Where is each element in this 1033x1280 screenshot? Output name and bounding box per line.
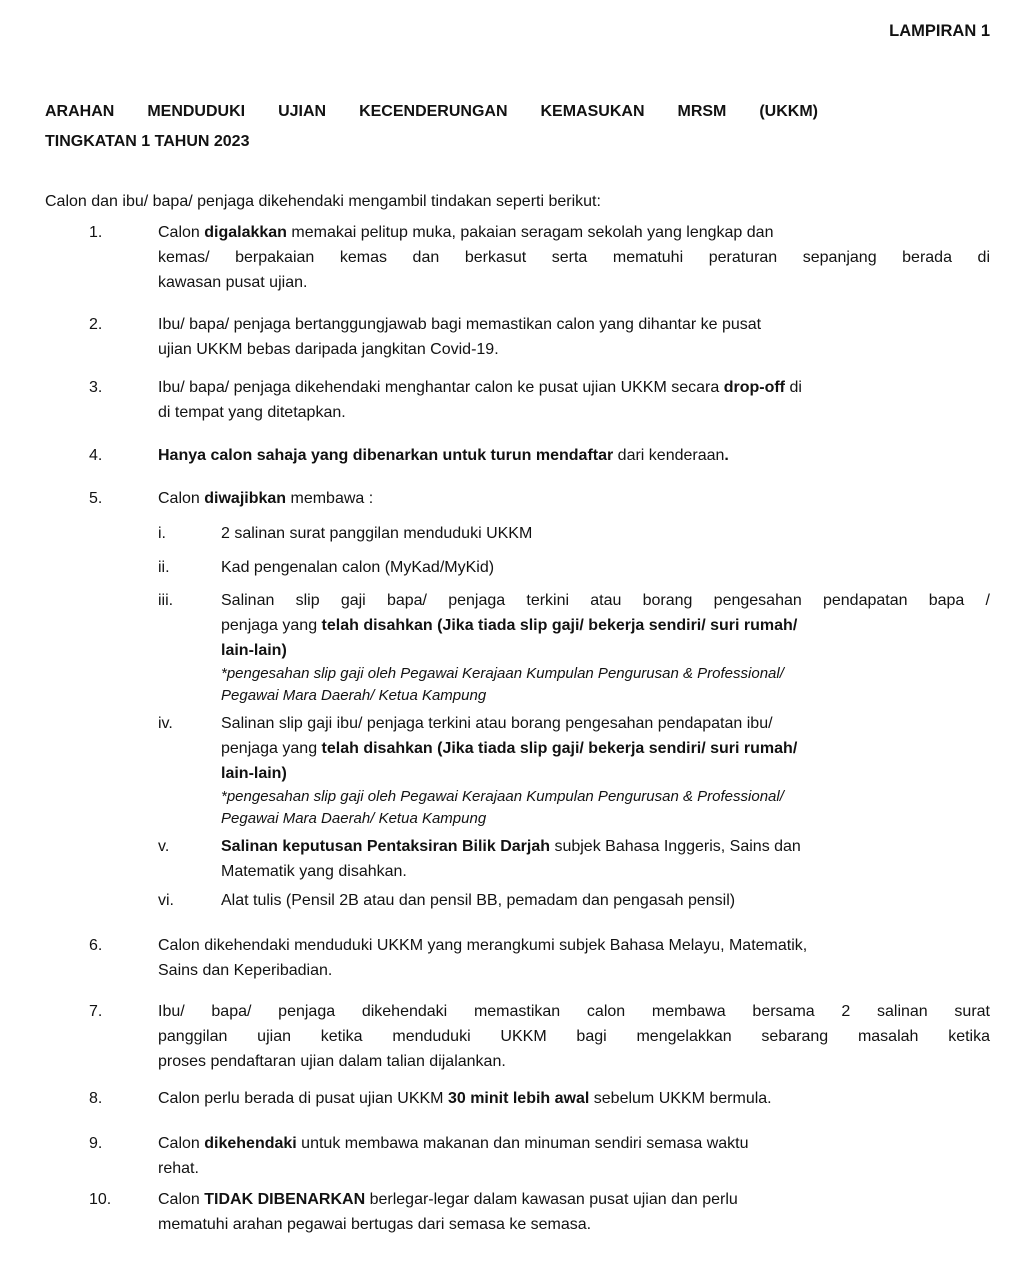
sub-item-body xyxy=(221,588,990,707)
text-line xyxy=(221,588,990,613)
sub-list xyxy=(158,521,990,913)
text-line xyxy=(221,736,990,761)
text-segment: lain-lain) xyxy=(221,765,287,782)
text-line xyxy=(158,933,990,958)
text-segment: Matematik yang disahkan. xyxy=(221,863,407,880)
text-segment: Sains dan Keperibadian. xyxy=(158,962,333,979)
item-number: 8. xyxy=(89,1090,103,1107)
text-segment: Pegawai Mara Daerah/ Ketua Kampung xyxy=(221,687,487,704)
text-line xyxy=(221,859,990,884)
list-item xyxy=(45,1187,990,1237)
list-item xyxy=(45,933,990,983)
text-line xyxy=(221,555,990,580)
item-body xyxy=(158,933,990,983)
text-segment: Calon xyxy=(158,1191,205,1208)
list-item xyxy=(45,312,990,362)
text-line xyxy=(158,1212,990,1237)
text-line xyxy=(158,375,990,400)
text-segment: Ibu/ bapa/ penjaga dikehendaki memastikan calon membawa bersama 2 salinan surat xyxy=(158,1003,990,1020)
text-segment: Calon perlu berada di pusat ujian UKKM xyxy=(158,1090,448,1107)
list-item xyxy=(45,486,990,913)
text-segment: Salinan slip gaji ibu/ penjaga terkini atau borang pengesahan pendapatan ibu/ xyxy=(221,715,773,732)
text-segment: untuk membawa makanan dan minuman sendiri semasa waktu xyxy=(296,1135,749,1152)
item-number: 3. xyxy=(89,379,103,396)
list-item xyxy=(45,1131,990,1181)
text-segment: dari kenderaan xyxy=(613,447,725,464)
sub-item xyxy=(158,834,990,884)
text-segment: penjaga yang xyxy=(221,617,322,634)
text-line xyxy=(221,521,990,546)
text-segment: Pegawai Mara Daerah/ Ketua Kampung xyxy=(221,810,487,827)
item-body xyxy=(158,1086,990,1111)
sub-item-body xyxy=(221,521,990,546)
sub-item-number: iii. xyxy=(158,592,174,609)
text-segment: *pengesahan slip gaji oleh Pegawai Kerajaan Kumpulan Pengurusan & Professional/ xyxy=(221,788,784,805)
text-line xyxy=(158,999,990,1024)
text-line xyxy=(158,337,990,362)
list-item xyxy=(45,1086,990,1111)
text-segment: sebelum UKKM bermula. xyxy=(589,1090,772,1107)
text-line xyxy=(221,613,990,638)
text-segment: mematuhi arahan pegawai bertugas dari semasa ke semasa. xyxy=(158,1216,592,1233)
list-item xyxy=(45,999,990,1074)
list-item xyxy=(45,220,990,295)
text-segment: di xyxy=(785,379,802,396)
text-segment: ujian UKKM bebas daripada jangkitan Covid-19. xyxy=(158,341,499,358)
text-segment: *pengesahan slip gaji oleh Pegawai Kerajaan Kumpulan Pengurusan & Professional/ xyxy=(221,665,784,682)
note-line xyxy=(221,685,990,707)
sub-item xyxy=(158,711,990,830)
text-segment: digalakkan xyxy=(204,224,287,241)
item-body xyxy=(158,312,990,362)
text-segment: Ibu/ bapa/ penjaga dikehendaki menghantar calon ke pusat ujian UKKM secara xyxy=(158,379,724,396)
text-segment: dikehendaki xyxy=(204,1135,297,1152)
sub-item-number: i. xyxy=(158,525,166,542)
text-line xyxy=(221,834,990,859)
sub-item-number: ii. xyxy=(158,559,170,576)
text-segment: drop-off xyxy=(723,379,786,396)
text-segment: telah disahkan (Jika tiada slip gaji/ bekerja sendiri/ suri rumah/ xyxy=(321,740,798,757)
sub-item-body xyxy=(221,888,990,913)
item-number: 9. xyxy=(89,1135,103,1152)
text-line xyxy=(158,1131,990,1156)
corner-label: LAMPIRAN 1 xyxy=(889,22,990,40)
text-line xyxy=(158,443,990,468)
text-line xyxy=(158,1049,990,1074)
intro-paragraph: Calon dan ibu/ bapa/ penjaga dikehendaki mengambil tindakan seperti berikut: xyxy=(45,193,601,210)
text-line xyxy=(158,1187,990,1212)
text-segment: 2 salinan surat panggilan menduduki UKKM xyxy=(221,525,533,542)
text-segment: membawa : xyxy=(286,490,374,507)
sub-item xyxy=(158,588,990,707)
item-body xyxy=(158,375,990,425)
title-line-1: ARAHAN MENDUDUKI UJIAN KECENDERUNGAN KEMASUKAN MRSM (UKKM) xyxy=(45,103,818,120)
text-segment: . xyxy=(724,447,729,464)
sub-item-number: iv. xyxy=(158,715,173,732)
text-segment: Kad pengenalan calon (MyKad/MyKid) xyxy=(221,559,495,576)
text-line xyxy=(158,1156,990,1181)
text-segment: telah disahkan (Jika tiada slip gaji/ bekerja sendiri/ suri rumah/ xyxy=(321,617,798,634)
item-number: 7. xyxy=(89,1003,103,1020)
item-number: 5. xyxy=(89,490,103,507)
text-line xyxy=(221,711,990,736)
text-line xyxy=(158,486,990,511)
text-segment: di tempat yang ditetapkan. xyxy=(158,404,346,421)
text-line xyxy=(158,245,990,270)
text-line xyxy=(221,761,990,786)
sub-item-body xyxy=(221,555,990,580)
instruction-list xyxy=(45,220,990,1237)
sub-item xyxy=(158,555,990,580)
note-line xyxy=(221,808,990,830)
sub-item-body xyxy=(221,711,990,830)
item-body xyxy=(158,1131,990,1181)
text-segment: Salinan keputusan Pentaksiran Bilik Darjah xyxy=(221,838,550,855)
list-item xyxy=(45,375,990,425)
text-line xyxy=(158,270,990,295)
text-line xyxy=(158,958,990,983)
text-segment: Calon xyxy=(158,490,205,507)
text-line xyxy=(221,638,990,663)
text-segment: Hanya calon sahaja yang dibenarkan untuk turun mendaftar xyxy=(158,447,614,464)
item-number: 6. xyxy=(89,937,103,954)
note-line xyxy=(221,786,990,808)
text-segment: penjaga yang xyxy=(221,740,322,757)
item-body xyxy=(158,220,990,295)
text-segment: rehat. xyxy=(158,1160,199,1177)
text-segment: kemas/ berpakaian kemas dan berkasut serta mematuhi peraturan sepanjang berada di xyxy=(158,249,990,266)
text-segment: panggilan ujian ketika menduduki UKKM bagi mengelakkan sebarang masalah ketika xyxy=(158,1028,990,1045)
text-line xyxy=(158,1086,990,1111)
text-line xyxy=(158,1024,990,1049)
text-segment: Calon xyxy=(158,224,205,241)
item-body xyxy=(158,486,990,913)
text-segment: berlegar-legar dalam kawasan pusat ujian dan perlu xyxy=(365,1191,738,1208)
item-number: 2. xyxy=(89,316,103,333)
text-line xyxy=(158,312,990,337)
text-segment: Salinan slip gaji bapa/ penjaga terkini atau borang pengesahan pendapatan bapa / xyxy=(221,592,990,609)
text-segment: 30 minit lebih awal xyxy=(447,1090,590,1107)
text-line xyxy=(158,400,990,425)
text-segment: Calon xyxy=(158,1135,205,1152)
item-body xyxy=(158,999,990,1074)
text-segment: kawasan pusat ujian. xyxy=(158,274,308,291)
note-line xyxy=(221,663,990,685)
text-segment: diwajibkan xyxy=(204,490,287,507)
text-segment: lain-lain) xyxy=(221,642,287,659)
sub-item-body xyxy=(221,834,990,884)
text-segment: TIDAK DIBENARKAN xyxy=(204,1191,366,1208)
text-line xyxy=(158,220,990,245)
list-item xyxy=(45,443,990,468)
title-line-2: TINGKATAN 1 TAHUN 2023 xyxy=(45,133,250,150)
item-number: 1. xyxy=(89,224,103,241)
text-line xyxy=(221,888,990,913)
text-segment: subjek Bahasa Inggeris, Sains dan xyxy=(550,838,801,855)
document-title xyxy=(45,97,818,157)
text-segment: Ibu/ bapa/ penjaga bertanggungjawab bagi memastikan calon yang dihantar ke pusat xyxy=(158,316,762,333)
text-segment: memakai pelitup muka, pakaian seragam sekolah yang lengkap dan xyxy=(286,224,774,241)
item-number: 4. xyxy=(89,447,103,464)
text-segment: Alat tulis (Pensil 2B atau dan pensil BB, pemadam dan pengasah pensil) xyxy=(221,892,736,909)
item-body xyxy=(158,1187,990,1237)
item-body xyxy=(158,443,990,468)
sub-item-number: v. xyxy=(158,838,170,855)
text-segment: Calon dikehendaki menduduki UKKM yang merangkumi subjek Bahasa Melayu, Matematik, xyxy=(158,937,808,954)
sub-item xyxy=(158,888,990,913)
item-number: 10. xyxy=(89,1191,112,1208)
sub-item xyxy=(158,521,990,546)
sub-item-number: vi. xyxy=(158,892,174,909)
text-segment: proses pendaftaran ujian dalam talian dijalankan. xyxy=(158,1053,506,1070)
